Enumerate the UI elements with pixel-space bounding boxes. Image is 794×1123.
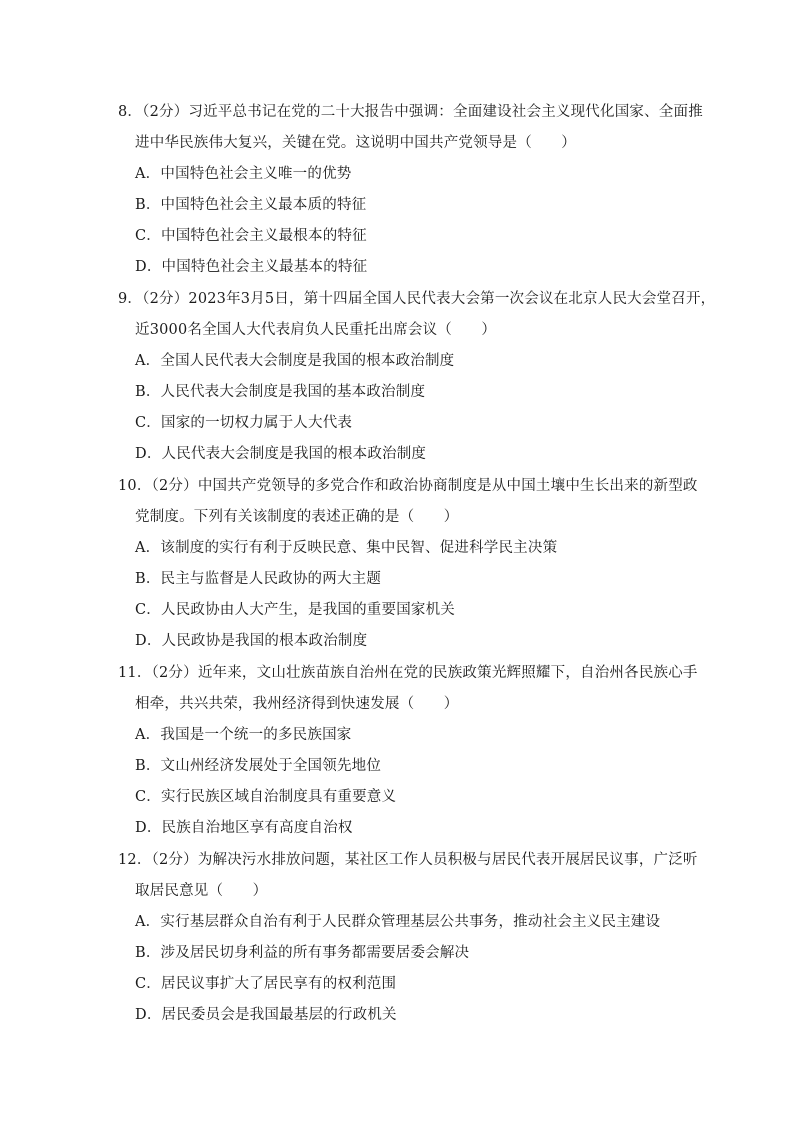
option-c[interactable]: C．中国特色社会主义最根本的特征 (135, 228, 367, 244)
option-d[interactable]: D．民族自治地区享有高度自治权 (135, 820, 353, 836)
question-stem-line-1: 11．（2分）近年来，文山壮族苗族自治州在党的民族政策光辉照耀下，自治州各民族心手 (118, 665, 698, 681)
option-a[interactable]: A．实行基层群众自治有利于人民群众管理基层公共事务，推动社会主义民主建设 (135, 914, 661, 930)
option-c[interactable]: C．实行民族区域自治制度具有重要意义 (135, 789, 397, 805)
question-9 (118, 284, 716, 470)
option-d[interactable]: D．人民政协是我国的根本政治制度 (135, 633, 368, 649)
question-stem-line-2: 近3000名全国人大代表肩负人民重托出席会议（ ） (135, 322, 497, 338)
question-stem-line-2: 进中华民族伟大复兴，关键在党。这说明中国共产党领导是（ ） (135, 135, 576, 151)
option-c[interactable]: C．人民政协由人大产生，是我国的重要国家机关 (135, 602, 455, 618)
option-c[interactable]: C．国家的一切权力属于人大代表 (135, 415, 353, 431)
option-a[interactable]: A．全国人民代表大会制度是我国的根本政治制度 (135, 353, 455, 369)
question-stem-line-1: 12．（2分）为解决污水排放问题，某社区工作人员积极与居民代表开展居民议事，广泛听 (118, 852, 698, 868)
option-a[interactable]: A．该制度的实行有利于反映民意、集中民智、促进科学民主决策 (135, 540, 558, 556)
option-b[interactable]: B．涉及居民切身利益的所有事务都需要居委会解决 (135, 945, 470, 961)
option-a[interactable]: A．中国特色社会主义唯一的优势 (135, 166, 352, 182)
option-d[interactable]: D．人民代表大会制度是我国的根本政治制度 (135, 446, 427, 462)
option-b[interactable]: B．民主与监督是人民政协的两大主题 (135, 571, 382, 587)
question-11 (118, 658, 698, 844)
option-b[interactable]: B．人民代表大会制度是我国的基本政治制度 (135, 384, 426, 400)
option-b[interactable]: B．中国特色社会主义最本质的特征 (135, 197, 367, 213)
question-8 (118, 97, 703, 283)
question-stem-line-2: 取居民意见（ ） (135, 883, 268, 899)
question-12 (118, 845, 698, 1031)
option-d[interactable]: D．中国特色社会主义最基本的特征 (135, 259, 368, 275)
option-d[interactable]: D．居民委员会是我国最基层的行政机关 (135, 1007, 397, 1023)
question-stem-line-2: 党制度。下列有关该制度的表述正确的是（ ） (135, 509, 459, 525)
question-stem-line-1: 10．（2分）中国共产党领导的多党合作和政治协商制度是从中国土壤中生长出来的新型政 (118, 478, 698, 494)
option-c[interactable]: C．居民议事扩大了居民享有的权利范围 (135, 976, 397, 992)
question-stem-line-1: 9．（2分）2023年3月5日，第十四届全国人民代表大会第一次会议在北京人民大会堂召开， (118, 291, 716, 307)
question-10 (118, 471, 698, 657)
option-a[interactable]: A．我国是一个统一的多民族国家 (135, 727, 352, 743)
question-stem-line-1: 8．（2分）习近平总书记在党的二十大报告中强调：全面建设社会主义现代化国家、全面推 (118, 104, 703, 120)
option-b[interactable]: B．文山州经济发展处于全国领先地位 (135, 758, 382, 774)
question-stem-line-2: 相牵，共兴共荣，我州经济得到快速发展（ ） (135, 696, 459, 712)
